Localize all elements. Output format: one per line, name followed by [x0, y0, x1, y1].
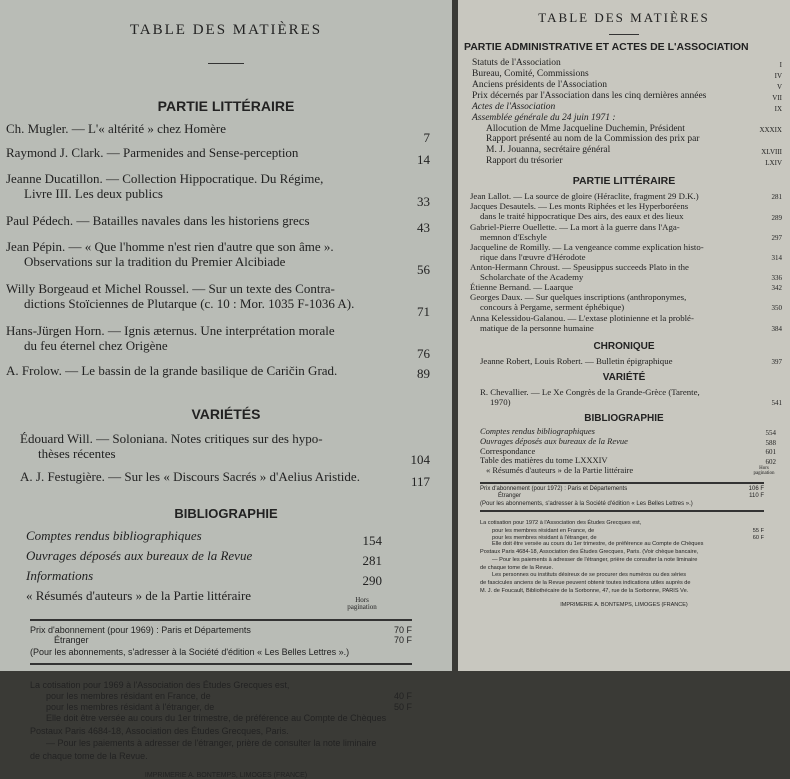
toc-entry: Édouard Will. — Soloniana. Notes critiques sur des hypo- thèses récentes 104 — [20, 431, 430, 468]
toc-entry: A. Frolow. — Le bassin de la grande basilique de Caričin Grad. 89 — [6, 363, 430, 382]
toc-entry: Anton-Hermann Chroust. — Speusippus succeeds Plato in the — [470, 261, 689, 272]
imprimerie: IMPRIMERIE A. BONTEMPS, LIMOGES (FRANCE) — [144, 772, 308, 779]
toc-entry: Jean Pépin. — « Que l'homme n'est rien d'autre que son âme ». Observations sur la tradition du Premier Alcibiade 56 — [6, 239, 430, 278]
page-header: TABLE DES MATIÈRES — [129, 22, 323, 38]
toc-entry: Bureau, Comité, Commissions IV — [472, 68, 782, 80]
header-rule — [208, 63, 244, 64]
toc-page: 43 — [417, 220, 430, 236]
toc-entry: Hans-Jürgen Horn. — Ignis æternus. Une interprétation morale du feu éternel chez Origène 76 — [6, 323, 430, 362]
toc-entry: Jeanne Robert, Louis Robert. — Bulletin épigraphique 397 — [480, 355, 782, 366]
toc-entry: Table des matières du tome LXXXIV 602 — [480, 455, 776, 467]
toc-entry: Gabriel-Pierre Ouellette. — La mort à la guerre dans l'Aga- — [470, 221, 680, 232]
toc-page: 14 — [417, 152, 430, 168]
toc-entry: « Résumés d'auteurs » de la Partie littéraire Hors pagination — [26, 589, 382, 611]
toc-entry: Willy Borgeaud et Michel Roussel. — Sur un texte des Contra- dictions Stoïciennes de Plutarque (c. 10 : Mor. 1035 F-1036 A). 71 — [6, 281, 430, 320]
toc-entry: Assemblée générale du 24 juin 1971 : — [472, 112, 616, 123]
biblio-list — [480, 427, 776, 476]
toc-entry: Informations 290 — [26, 568, 382, 589]
toc-entry: Prix décernés par l'Association dans les cinq dernières années VII — [472, 90, 782, 102]
toc-entry: Comptes rendus bibliographiques 554 — [480, 426, 776, 437]
toc-entry: Ouvrages déposés aux bureaux de la Revue 588 — [480, 435, 776, 447]
admin-list — [472, 58, 782, 167]
toc-entry: Jacqueline de Romilly. — La vengeance comme explication histo- — [470, 241, 704, 252]
toc-page: 71 — [417, 304, 430, 320]
toc-page: 290 — [362, 573, 382, 589]
toc-entry: memnon d'Eschyle 297 — [480, 231, 782, 242]
litt-list — [470, 191, 782, 333]
var-list — [480, 387, 782, 407]
toc-entry: Anciens présidents de l'Association V — [472, 79, 782, 91]
toc-entry: Anna Kelessidou-Galanou. — L'extase plotinienne et la problé- — [470, 312, 694, 323]
toc-entry: Jeanne Ducatillon. — Collection Hippocratique. Du Régime, Livre III. Les deux publics 33 — [6, 171, 430, 210]
section-title-bibliographie: BIBLIOGRAPHIE — [174, 506, 278, 521]
section-title-variete: VARIÉTÉ — [602, 371, 646, 383]
toc-entry: 1970) 541 — [490, 396, 782, 408]
toc-entry: Comptes rendus bibliographiques 154 — [26, 528, 382, 549]
toc-entry: Georges Daux. — Sur quelques inscriptions (anthroponymes, — [470, 292, 687, 303]
toc-page: 7 — [423, 130, 430, 146]
toc-entry: Ouvrages déposés aux bureaux de la Revue 281 — [26, 548, 382, 569]
toc-page: 117 — [410, 474, 430, 490]
toc-page: 281 — [362, 553, 382, 569]
section-title-partie-litteraire: PARTIE LITTÉRAIRE — [572, 175, 676, 188]
toc-entry: rique dans l'œuvre d'Hérodote 314 — [480, 251, 782, 262]
toc-entry: Jean Lallot. — La source de gloire (Héraclite, fragment 29 D.K.) 281 — [470, 191, 782, 202]
toc-entry: Scholarchate of the Academy 336 — [480, 272, 782, 283]
toc-page: 76 — [417, 346, 430, 362]
toc-entry: Statuts de l'Association I — [472, 58, 782, 69]
toc-entry: Raymond J. Clark. — Parmenides and Sense-perception 14 — [6, 145, 430, 168]
var-list — [20, 432, 430, 490]
toc-page: 89 — [417, 366, 430, 382]
biblio-list — [26, 529, 382, 611]
toc-entry: A. J. Festugière. — Sur les « Discours Sacrés » d'Aelius Aristide. 117 — [20, 469, 430, 490]
toc-entry: concours à Pergame, serment éphébique) 350 — [480, 302, 782, 313]
toc-entry: Rapport du trésorier LXIV — [486, 156, 782, 168]
litt-list — [6, 122, 430, 382]
right-page — [458, 0, 790, 671]
toc-entry: Ch. Mugler. — L'« altérité » chez Homère 7 — [6, 121, 430, 146]
abonnement-box: Prix d'abonnement (pour 1969) : Paris et Départements 70 F Étranger 70 F (Pour les abonnements, s'adresser à la Société d'édition « Les Belles Lettres ».) — [30, 619, 412, 665]
section-title-varietes: VARIÉTÉS — [191, 406, 261, 422]
imprimerie: IMPRIMERIE A. BONTEMPS, LIMOGES (FRANCE) — [560, 601, 688, 608]
toc-entry: matique de la personne humaine 384 — [480, 322, 782, 333]
toc-page: 56 — [417, 262, 430, 278]
toc-entry: Allocution de Mme Jacqueline Duchemin, Président XXXIX — [486, 123, 782, 135]
toc-page: Hors pagination — [347, 596, 377, 611]
toc-entry: M. J. Jouanna, secrétaire général XLVIII — [486, 145, 782, 157]
toc-entry: R. Chevallier. — Le Xe Congrès de la Grande-Grèce (Tarente, — [480, 386, 700, 397]
section-title-bibliographie: BIBLIOGRAPHIE — [584, 413, 664, 425]
abonnement-box: Prix d'abonnement (pour 1972) : Paris et Départements 106 F Étranger 110 F (Pour les abonnements, s'adresser à la Société d'édition « Les Belles Lettres ».) — [480, 482, 764, 512]
toc-page: 154 — [362, 533, 382, 549]
toc-entry: Jacques Desautels. — Les monts Riphées et les Hyperboréens — [470, 201, 689, 212]
toc-entry: Paul Pédech. — Batailles navales dans les historiens grecs 43 — [6, 213, 430, 236]
section-title-chronique: CHRONIQUE — [593, 340, 655, 352]
toc-entry: Rapport présenté au nom de la Commission des prix par — [486, 134, 700, 145]
toc-page: 104 — [410, 452, 430, 468]
chron-list — [480, 356, 782, 366]
cotisation-note: La cotisation pour 1969 à l'Association des Études Grecques est, pour les membres résidant en France, de 40 F pour les membres résidant à l'étranger, de 50 F Elle doit être versée au cours du 1er trimestre, de préférence au Compte de Chèques Postaux Paris 4684-18, Association des Études Grecques, Paris. — Pour les paiements à adresser de l'étranger, prière de consulter la note liminaire de chaque tome de la Revue. — [30, 679, 412, 761]
toc-entry: dans le traité hippocratique Des airs, des eaux et des lieux 289 — [480, 211, 782, 222]
section-title-partie-administrative: PARTIE ADMINISTRATIVE ET ACTES DE L'ASSOCIATION — [464, 41, 749, 53]
header-rule — [609, 34, 639, 35]
toc-entry: Actes de l'Association IX — [472, 101, 782, 113]
toc-entry: Correspondance 601 — [480, 445, 776, 457]
section-title-partie-litteraire: PARTIE LITTÉRAIRE — [157, 98, 295, 114]
toc-page: 33 — [417, 194, 430, 210]
cotisation-note: La cotisation pour 1972 à l'Association des Études Grecques est, pour les membres résidant en France, de 55 F pour les membres résidant à l'étranger, de 60 F Elle doit être versée au cours du 1er trimestre, de préférence au Compte de Chèques Postaux Paris 4684-18, Association des Études Grecques, Paris. (Voir chèque bancaire, — Pour les paiements à adresser de l'étranger, prière de consulter la note liminaire de chaque tome de la Revue. Les personnes ou instituts désireux de se procurer des numéros ou des séries de fascicules anciens de la Revue peuvent obtenir toutes indications utiles auprès de M. J. de Foucault, Bibliothécaire de la Sorbonne, 47, rue de la Sorbonne, PARIS Ve. — [480, 520, 764, 595]
page-header: TABLE DES MATIÈRES — [538, 10, 710, 25]
toc-entry: Étienne Bernand. — Laarque 342 — [470, 282, 782, 293]
toc-entry: « Résumés d'auteurs » de la Partie littéraire Hors pagination — [486, 465, 775, 476]
